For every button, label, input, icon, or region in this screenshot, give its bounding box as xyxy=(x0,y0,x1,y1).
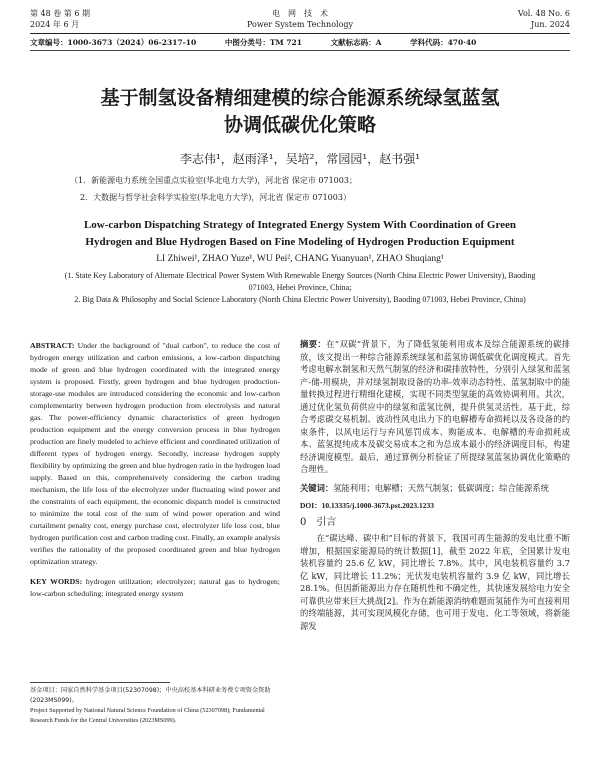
en-affiliation-1: (1. State Key Laboratory of Alternate Electrical Power System With Renewable Energy Sources (North China Electric Power University), Baoding 071003, Hebei Province, China; xyxy=(64,271,536,292)
english-keywords xyxy=(30,576,280,600)
cn-affiliations xyxy=(70,172,550,206)
cn-affiliation-2: 2．大数据与哲学社会科学实验室(华北电力大学)，河北省 保定市 071003） xyxy=(80,193,351,202)
subject-code: 学科代码：470·40 xyxy=(410,38,477,47)
zh-keywords-label: 关键词： xyxy=(300,482,334,493)
cn-affiliation-1: （1．新能源电力系统全国重点实验室(华北电力大学)，河北省 保定市 071003； xyxy=(70,176,357,185)
intro-paragraph: 在“碳达峰、碳中和”目标的背景下，我国可再生能源的发电比重不断增加，根据国家能源局的统计数据[1]，截至 2022 年底，全国累计发电装机容量约 25.6 亿 kW，同比增长 7.8%。其中，风电装机容量约 3.7 亿 kW，同比增长 11.2%；光伏发电装机容量约 3.9 亿 kW，同比增长 28.1%。但因新能源出力存在随机性和不确定性，其快速发展给电力安全可靠供应带来巨大挑战[2]。作为在新能源消纳难题而氢能作为可直接利用的终端能源，其可实现风模化存储，也可用于发电、化工等领域，将新能源发 xyxy=(300,533,570,631)
funding-cn: 基金项目：国家自然科学基金项目(52307098)；中央高校基本科研业务费专项资金资助(2023MS099)。 xyxy=(30,687,271,704)
header-center xyxy=(30,8,570,30)
en-affiliation-2: 2. Big Data & Philosophy and Social Science Laboratory (North China Electric Power University), Baoding 071003, Hebei Province, China) xyxy=(74,295,526,304)
issue-date-en: Jun. 2024 xyxy=(531,20,570,29)
doi: DOI：10.13335/j.1000-3673.pst.2023.1233 xyxy=(300,501,434,510)
chinese-abstract xyxy=(300,338,570,476)
abstract-text: Under the background of "dual carbon", to reduce the cost of hydrogen energy utilization and carbon emissions, a low-carbon dispatching mode of green and blue hydrogen coordinated with the integrated energy system is proposed. Firstly, green hydrogen and blue hydrogen production-storage-use modules are introduced considering the economic and low-carbon complementarity between hydrogen production from electrolysis and natural gas. The power-efficiency dynamic characteristics of green hydrogen production equipment and the energy conversion process in blue hydrogen production are finely modeled to achieve efficient and coordinated utilization of different types of hydrogen energy. Secondly, increase hydrogen supply flexibility by optimizing the green and blue hydrogen ratio in the hydrogen load supply. Based on this, comprehensively considering the carbon trading mechanism, the life loss of the electrolyzer under fluctuating wind power and the constraints of each equipment, the economic dispatch model is constructed to minimize the total cost of the sum of wind power operation and wind curtailment penalty cost, energy purchase cost, electrolyzer life loss cost, blue hydrogen purification cost and carbon trading cost. Finally, an example analysis verifies the rationality of the proposed coordinated green and blue hydrogen optimization strategy. xyxy=(30,341,280,566)
en-authors: LI Zhiwei¹, ZHAO Yuze¹, WU Pei², CHANG Yuanyuan¹, ZHAO Shuqiang¹ xyxy=(156,254,444,264)
journal-name-cn: 电 网 技 术 xyxy=(272,9,328,18)
header-right xyxy=(518,8,570,30)
en-title-line-2: Hydrogen and Blue Hydrogen Based on Fine Modeling of Hydrogen Production Equipment xyxy=(85,236,515,248)
chinese-keywords xyxy=(300,482,570,495)
keywords-label: KEY WORDS: xyxy=(30,577,83,586)
abstract-label: ABSTRACT: xyxy=(30,341,75,350)
cn-title-line-1: 基于制氢设备精细建模的综合能源系统绿氢蓝氢 xyxy=(100,87,500,109)
article-number: 文章编号：1000-3673（2024）06-2317-10 xyxy=(30,38,197,47)
article-meta xyxy=(30,37,570,48)
clc-number: 中图分类号：TM 721 xyxy=(224,38,302,47)
header-rule xyxy=(30,33,570,34)
en-title xyxy=(30,217,570,251)
en-title-line-1: Low-carbon Dispatching Strategy of Integrated Energy System With Coordination of Green xyxy=(83,219,517,231)
footnote-rule xyxy=(30,682,170,683)
section-heading: 0 引言 xyxy=(300,516,337,528)
volume-issue-en: Vol. 48 No. 6 xyxy=(517,9,570,18)
en-affiliations xyxy=(60,270,540,306)
cn-authors: 李志伟¹，赵雨泽¹，吴培²，常园园¹，赵书强¹ xyxy=(179,152,421,166)
cn-title-line-2: 协调低碳优化策略 xyxy=(223,114,376,136)
meta-rule xyxy=(30,50,570,51)
keywords-text: hydrogen utilization; electrolyzer; natural gas to hydrogen; low-carbon scheduling; integrated energy system xyxy=(30,577,280,598)
funding-en: Project Supported by National Natural Science Foundation of China (52307098); Fundamental Research Funds for the Central Universities (2023MS099). xyxy=(30,707,265,724)
journal-name-en: Power System Technology xyxy=(246,20,354,29)
english-abstract-column xyxy=(30,340,280,600)
zh-keywords-text: 氢能利用；电解槽；天然气制氢；低碳调度；综合能源系统 xyxy=(333,482,549,493)
volume-issue: 第 48 卷 第 6 期 xyxy=(30,9,90,18)
issue-date: 2024 年 6 月 xyxy=(30,20,80,29)
chinese-abstract-column xyxy=(300,338,570,632)
cn-title xyxy=(30,85,570,139)
document-code: 文献标志码：A xyxy=(330,38,382,47)
zh-abstract-label: 摘要： xyxy=(300,339,327,349)
english-abstract xyxy=(30,340,280,568)
funding-footnote xyxy=(30,686,280,726)
zh-abstract-text: 在“双碳”背景下，为了降低氢能利用成本及综合能源系统的碳排放，该文提出一种综合能源系统绿氢和蓝氢协调低碳优化调度模式。首先考虑电解水制氢和天然气制氢的经济和碳排放特性，分别引入绿氢和蓝氢产-储-用模块，并对绿氢制取设备的功率-效率动态特性、蓝氢制取中的能量转换过程进行精细化建模，实现不同类型氢能的高效协调利用。其次，通过优化氢负荷供应中的绿氢和蓝氢比例，提升供氢灵活性。基于此，综合考虑碳交易机制、波动性风电出力下的电解槽寿命损耗以及各设备的约束条件，以风电运行与弃风惩罚成本、购能成本、电解槽的寿命损耗成本、蓝氢提纯成本及碳交易成本之和为总成本最小的经济调度目标，构建经济调度模型。最后，通过算例分析验证了所提绿氢蓝氢协调优化策略的合理性。 xyxy=(300,339,570,474)
running-header xyxy=(30,8,570,40)
